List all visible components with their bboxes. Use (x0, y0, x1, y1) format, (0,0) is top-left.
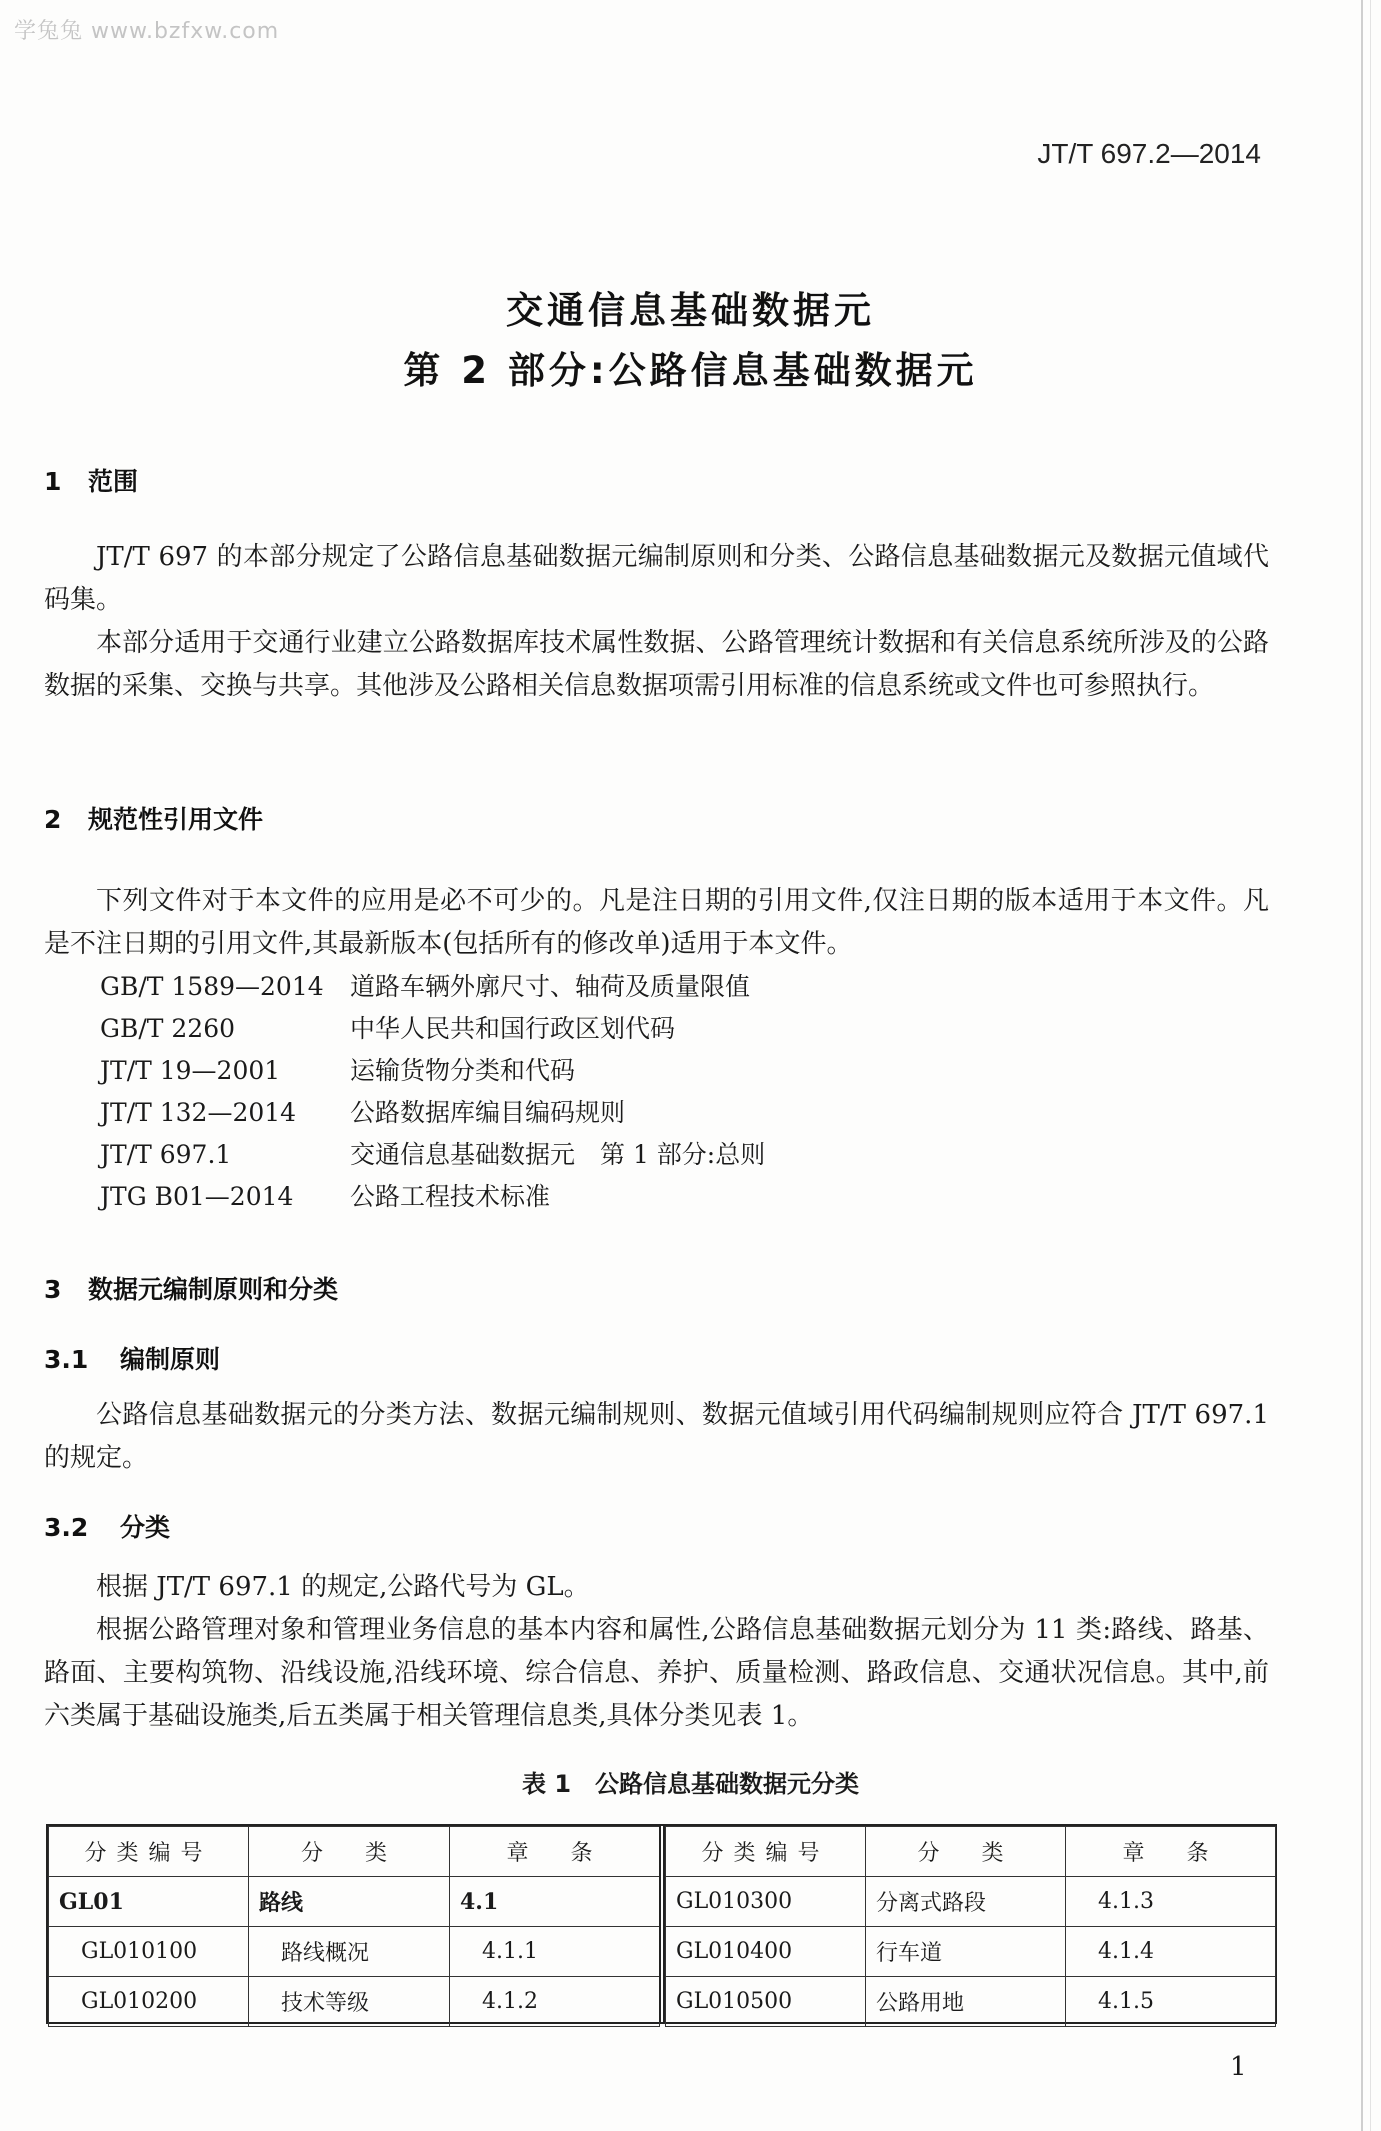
reference-title: 中华人民共和国行政区划代码 (350, 1014, 676, 1043)
column-header-code: 分类编号 (49, 1827, 249, 1877)
column-header-clause: 章 条 (1066, 1827, 1276, 1877)
table-header-row (666, 1827, 1276, 1877)
reference-row (100, 1008, 765, 1050)
reference-code: JT/T 697.1 (100, 1140, 232, 1169)
table-row (666, 1977, 1276, 2027)
section-number: 2 (44, 805, 62, 834)
section-2-paragraph-1: 下列文件对于本文件的应用是必不可少的。凡是注日期的引用文件,仅注日期的版本适用于本文件。凡是不注日期的引用文件,其最新版本(包括所有的修改单)适用于本文件。 (44, 886, 1269, 959)
table-left-half (48, 1826, 659, 2022)
reference-row (100, 1050, 765, 1092)
reference-title: 公路工程技术标准 (350, 1182, 551, 1211)
table-caption: 表 1 公路信息基础数据元分类 (521, 1770, 860, 1798)
cell-code: GL010500 (666, 1977, 866, 2027)
column-header-category: 分 类 (866, 1827, 1066, 1877)
cell-clause: 4.1.3 (1066, 1877, 1276, 1927)
reference-code: GB/T 1589—2014 (100, 972, 324, 1001)
section-1-heading (44, 462, 138, 498)
cell-code: GL010200 (49, 1977, 249, 2027)
section-number: 1 (44, 467, 62, 496)
section-title: 规范性引用文件 (88, 805, 264, 834)
table-row (666, 1877, 1276, 1927)
section-title: 分类 (120, 1513, 171, 1542)
section-1-paragraph-1: JT/T 697 的本部分规定了公路信息基础数据元编制原则和分类、公路信息基础数据元及数据元值域代码集。 (44, 542, 1269, 615)
reference-title: 交通信息基础数据元 第 1 部分:总则 (350, 1140, 766, 1169)
cell-code: GL010100 (49, 1927, 249, 1977)
cell-code: GL010300 (666, 1877, 866, 1927)
cell-clause: 4.1.1 (450, 1927, 660, 1977)
watermark: 学兔兔 www.bzfxw.com (14, 19, 280, 44)
section-title: 编制原则 (120, 1345, 221, 1374)
section-3-2-paragraph-2: 根据公路管理对象和管理业务信息的基本内容和属性,公路信息基础数据元划分为 11 类:路线、路基、路面、主要构筑物、沿线设施,沿线环境、综合信息、养护、质量检测、路政信息、交通状况信息。其中,前六类属于基础设施类,后五类属于相关管理信息类,具体分类见表 1。 (44, 1615, 1269, 1731)
reference-title: 道路车辆外廓尺寸、轴荷及质量限值 (350, 972, 751, 1001)
cell-category: 行车道 (866, 1927, 1066, 1977)
column-header-code: 分类编号 (666, 1827, 866, 1877)
document-subtitle: 第 2 部分:公路信息基础数据元 (403, 349, 978, 392)
table-row (49, 1927, 660, 1977)
section-number: 3.1 (44, 1345, 89, 1374)
reference-row (100, 966, 765, 1008)
section-3-1-heading (44, 1340, 220, 1376)
reference-title: 运输货物分类和代码 (350, 1056, 576, 1085)
cell-category: 技术等级 (249, 1977, 450, 2027)
section-2-heading (44, 800, 263, 836)
reference-code: JT/T 19—2001 (100, 1056, 281, 1085)
standard-code: JT/T 697.2—2014 (1037, 138, 1261, 169)
cell-code: GL01 (49, 1877, 249, 1927)
section-title: 数据元编制原则和分类 (88, 1275, 339, 1304)
column-header-clause: 章 条 (450, 1827, 660, 1877)
table-header-row (49, 1827, 660, 1877)
table-right-half (665, 1826, 1275, 2022)
section-number: 3 (44, 1275, 62, 1304)
reference-row (100, 1134, 765, 1176)
cell-code: GL010400 (666, 1927, 866, 1977)
page-number: 1 (1230, 2052, 1247, 2082)
reference-code: JT/T 132—2014 (100, 1098, 297, 1127)
cell-clause: 4.1.5 (1066, 1977, 1276, 2027)
section-title: 范围 (88, 467, 139, 496)
reference-code: GB/T 2260 (100, 1014, 236, 1043)
reference-row (100, 1176, 765, 1218)
cell-category: 路线 (249, 1877, 450, 1927)
cell-category: 路线概况 (249, 1927, 450, 1977)
reference-row (100, 1092, 765, 1134)
section-3-1-paragraph: 公路信息基础数据元的分类方法、数据元编制规则、数据元值域引用代码编制规则应符合 JT/T 697.1 的规定。 (44, 1400, 1269, 1473)
cell-category: 公路用地 (866, 1977, 1066, 2027)
cell-clause: 4.1.2 (450, 1977, 660, 2027)
document-title: 交通信息基础数据元 (506, 289, 875, 332)
section-3-heading (44, 1270, 338, 1306)
reference-title: 公路数据库编目编码规则 (350, 1098, 626, 1127)
cell-clause: 4.1 (450, 1877, 660, 1927)
table-row (49, 1977, 660, 2027)
section-1-paragraph-2: 本部分适用于交通行业建立公路数据库技术属性数据、公路管理统计数据和有关信息系统所涉及的公路数据的采集、交换与共享。其他涉及公路相关信息数据项需引用标准的信息系统或文件也可参照执行。 (44, 628, 1269, 701)
section-3-2-paragraph-1: 根据 JT/T 697.1 的规定,公路代号为 GL。 (96, 1572, 590, 1602)
table-row (666, 1927, 1276, 1977)
normative-reference-list (100, 966, 765, 1218)
classification-table (46, 1824, 1277, 2024)
section-number: 3.2 (44, 1513, 89, 1542)
section-3-2-heading (44, 1508, 170, 1544)
table-row (49, 1877, 660, 1927)
cell-clause: 4.1.4 (1066, 1927, 1276, 1977)
cell-category: 分离式路段 (866, 1877, 1066, 1927)
reference-code: JTG B01—2014 (100, 1182, 294, 1211)
column-header-category: 分 类 (249, 1827, 450, 1877)
